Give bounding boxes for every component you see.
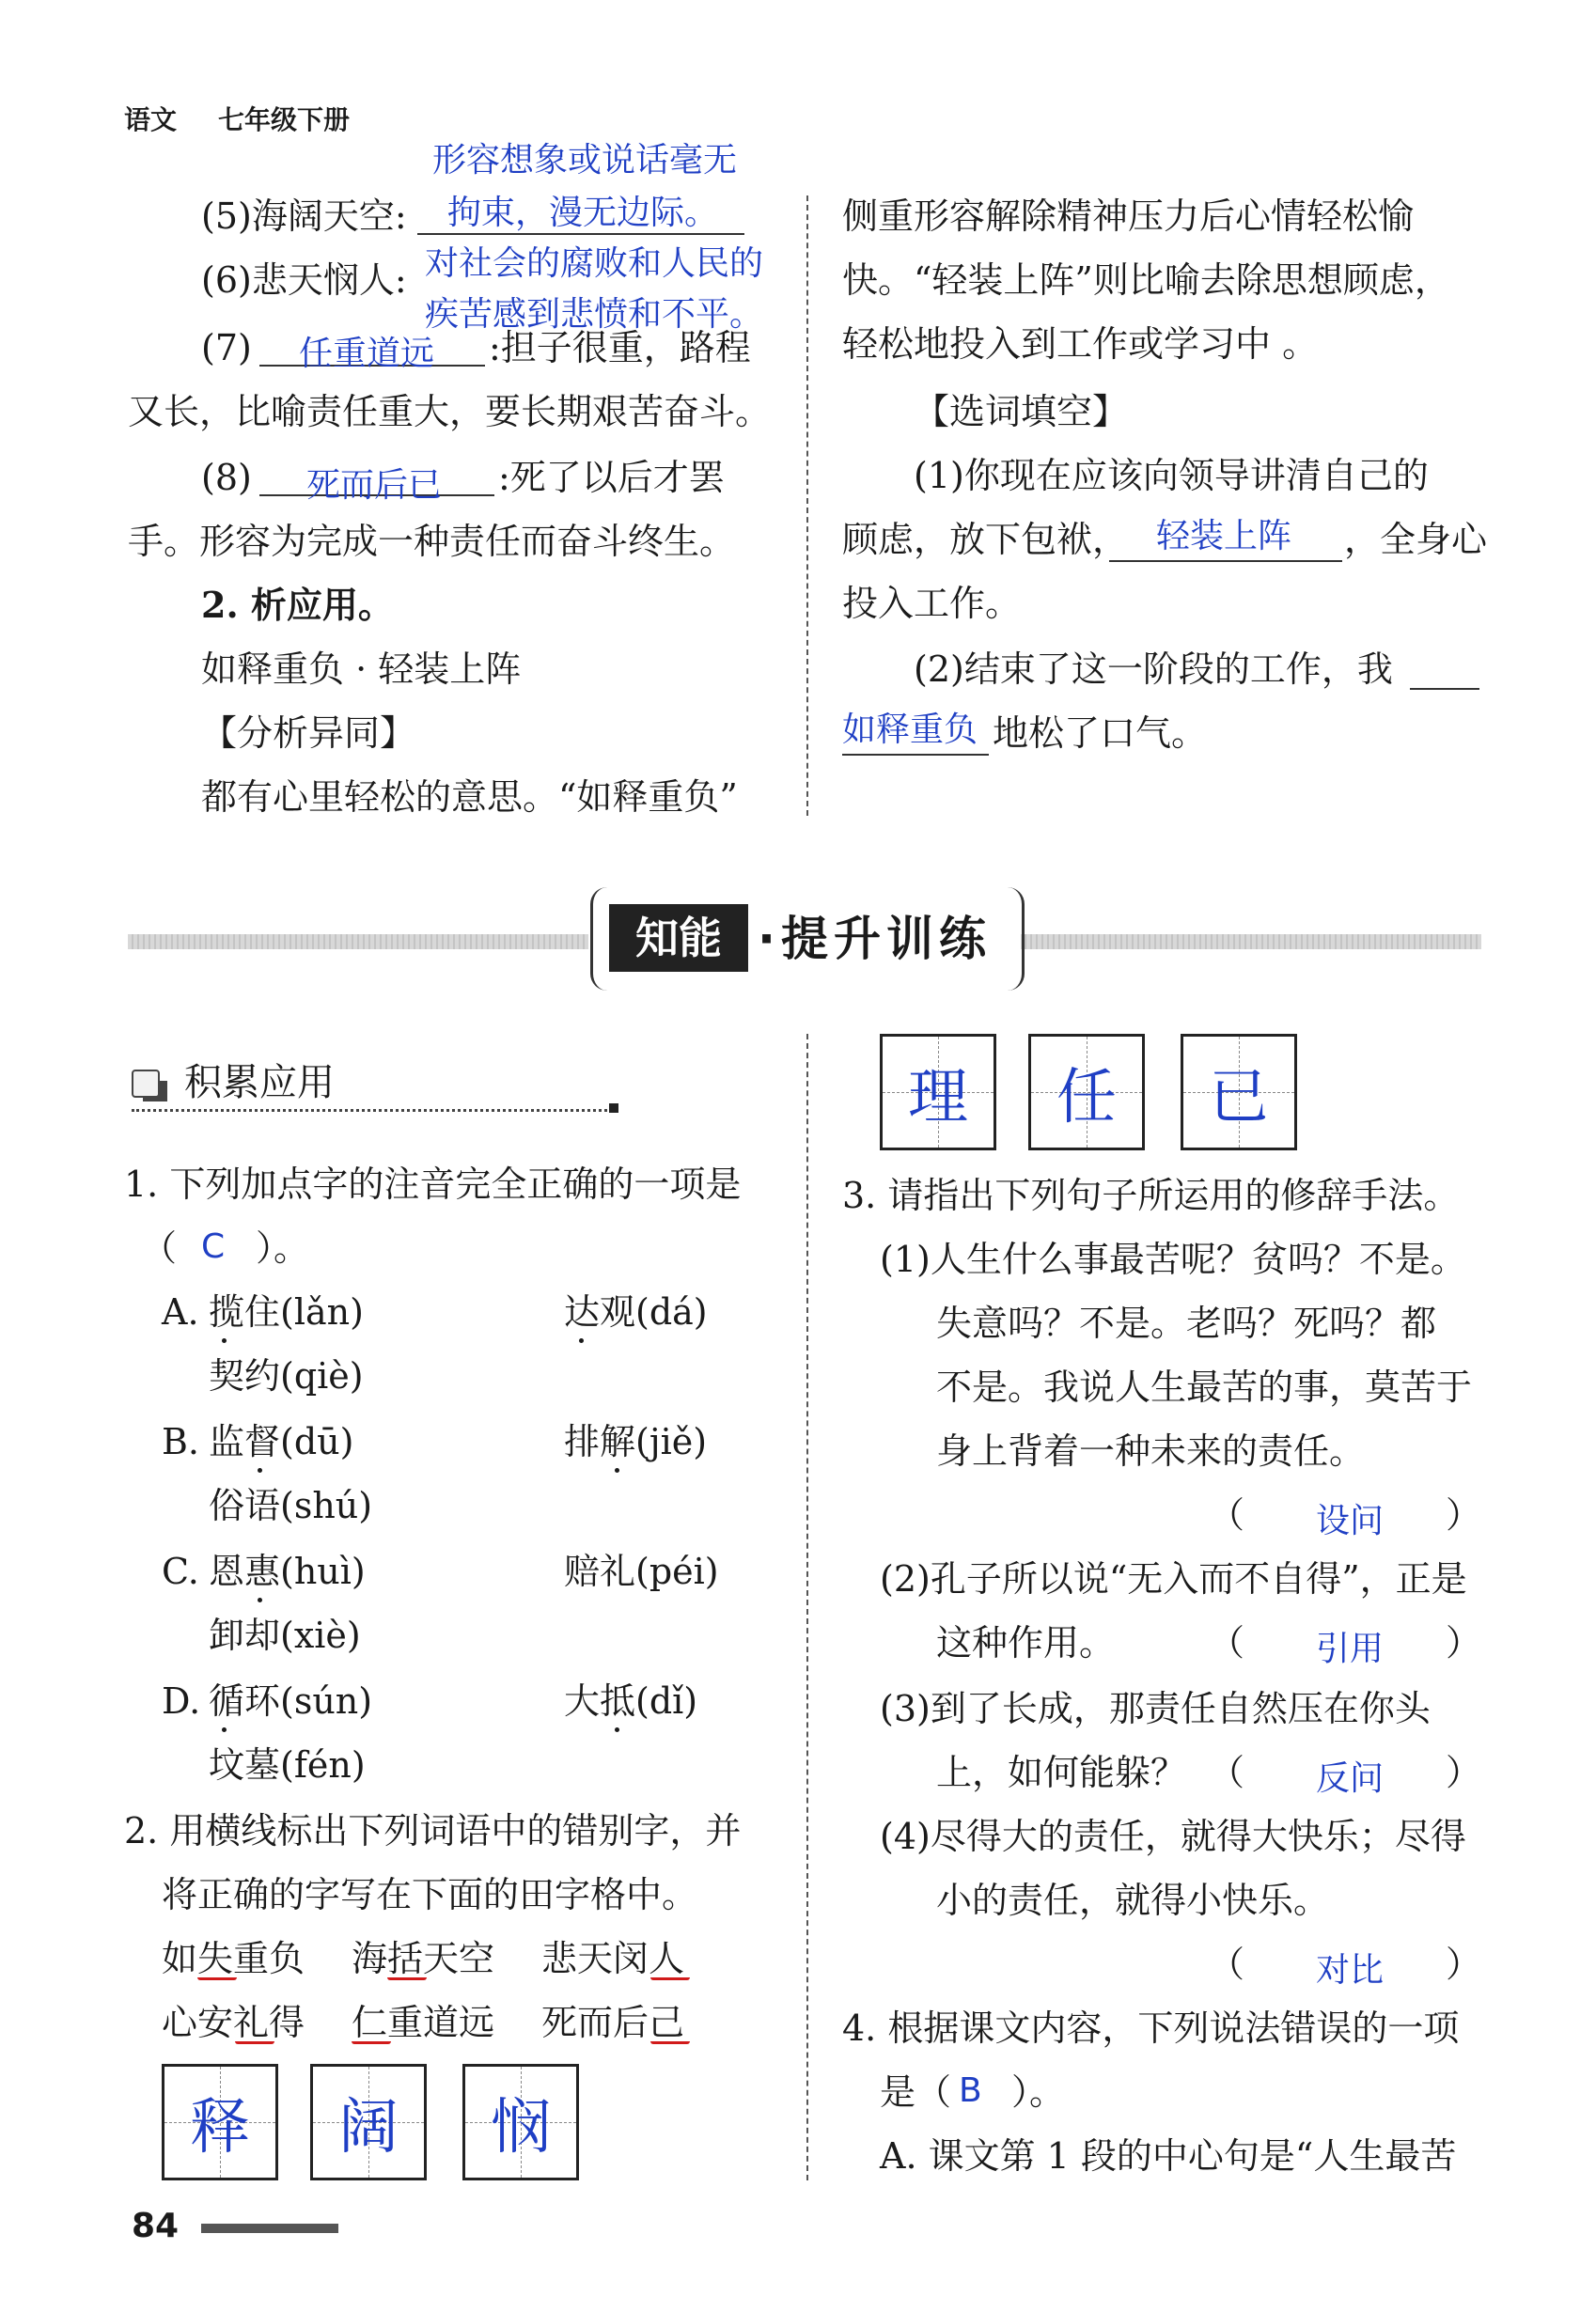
correction-underline [650,2041,690,2044]
q1-option-a-w2: 达观(dá) [564,1291,708,1333]
q4-answer: B [959,2071,982,2110]
q2-word-2: 海括天空 [352,1938,495,1979]
q3-a2-rp: ） [1446,1622,1482,1664]
q1-option-a-label: A. [162,1291,199,1333]
emphasis-dot [222,1338,227,1343]
q2-word-6: 死而后己 [541,2002,685,2043]
q4-stem-line2a: 是（ [880,2071,952,2113]
banner-tag: 知能 [609,904,748,972]
handwritten-6-line1: 对社会的腐败和人民的 [425,244,764,283]
fill1-line2a: 顾虑，放下包袱， [842,519,1129,560]
emphasis-dot [258,1468,262,1473]
item-7-text-a: :担子很重，路程 [489,327,751,368]
item-7-num: (7) [201,327,252,368]
header-grade: 七年级下册 [218,104,351,135]
item-5-label: (5)海阔天空: [201,195,407,237]
analysis-text: 都有心里轻松的意思。“如释重负” [201,776,738,818]
q3-s1-line1: (1)人生什么事最苦呢？贫吗？不是。 [880,1239,1466,1280]
q3-a3-rp: ） [1446,1752,1482,1793]
q1-option-d-w3: 坟墓(fén) [209,1744,366,1786]
item-8-answer: 死而后已 [306,466,443,505]
handwritten-5-line1: 形容想象或说话毫无 [432,141,738,180]
q1-answer: C [201,1227,226,1266]
q3-s4-line2: 小的责任，就得小快乐。 [936,1880,1330,1921]
item-8-text-b: 手。形容为完成一种责任而奋斗终生。 [128,521,736,562]
q2-word-4: 心安礼得 [162,2002,305,2043]
grid-box [462,2064,579,2180]
q3-s3-line2: 上，如何能躲？ [936,1752,1187,1793]
q1-paren-close: ）。 [256,1227,310,1269]
q3-s3-line1: (3)到了长成，那责任自然压在你头 [880,1688,1431,1729]
correction-underline [197,1977,237,1980]
banner-band-left [128,934,588,949]
q3-s2-line2: 这种作用。 [936,1622,1116,1664]
correction-underline [387,1977,427,1980]
q3-answer-1: 设问 [1316,1502,1385,1540]
q3-a1-lp: （ [1209,1494,1245,1536]
page-number: 84 [132,2207,180,2245]
q1-option-c-w3: 卸却(xiè) [209,1615,361,1656]
correction-underline [352,2041,391,2044]
footer-bar [201,2224,338,2233]
q3-s1-line3: 不是。我说人生最苦的事，莫苦于 [936,1367,1473,1408]
grid-char: 阔 [338,2093,399,2163]
item-6-label: (6)悲天悯人: [201,259,407,301]
fill1-line1: (1)你现在应该向领导讲清自己的 [914,455,1429,496]
q3-answer-4: 对比 [1316,1951,1385,1990]
q1-option-c-w2: 赔礼(péi) [564,1551,719,1592]
fill2-line2: 地松了口气。 [993,712,1208,754]
q4-option-a: A. 课文第 1 段的中心句是“人生最苦 [880,2135,1457,2177]
q3-s1-line4: 身上背着一种未来的责任。 [936,1430,1366,1472]
q2-apply-title: 2. 析应用。 [201,584,394,626]
emphasis-dot [258,1598,262,1602]
grid-box [1028,1034,1145,1150]
right-line2: 快。“轻装上阵”则比喻去除思想顾虑， [842,259,1450,301]
column-divider-bottom [806,1034,808,2180]
correction-underline [235,2041,274,2044]
q1-option-b-w1: 监督(dū) [209,1421,354,1462]
q3-a3-lp: （ [1209,1752,1245,1793]
item-7-answer: 任重道远 [299,335,435,373]
grid-char: 任 [1056,1063,1117,1133]
handwritten-5-line2: 拘束，漫无边际。 [447,194,719,232]
emphasis-dot [615,1468,619,1473]
q1-option-d-label: D. [162,1680,201,1722]
grid-char: 已 [1209,1063,1269,1133]
q1-option-a-w3: 契约(qiè) [209,1355,364,1397]
emphasis-dot [579,1338,584,1343]
q3-a4-lp: （ [1209,1944,1245,1985]
fill1-line2b: ，全身心 [1344,519,1488,560]
q1-option-a-w1: 揽住(lǎn) [209,1291,364,1333]
q3-stem: 3. 请指出下列句子所运用的修辞手法。 [842,1175,1460,1216]
banner-band-right [1021,934,1481,949]
q2-word-3: 悲天闵人 [541,1938,685,1979]
grid-box [162,2064,278,2180]
banner-title: ·提升训练 [758,912,992,966]
column-divider-top [806,195,808,816]
q4-stem-line2b: ）。 [1011,2071,1066,2113]
q1-option-b-label: B. [162,1421,200,1462]
q3-s1-line2: 失意吗？不是。老吗？死吗？都 [936,1303,1437,1344]
q2-word-5: 仁重道远 [352,2002,495,2043]
fill2-blank-b [842,754,989,756]
q2-apply-words: 如释重负 · 轻装上阵 [201,648,522,690]
q3-answer-3: 反问 [1316,1759,1385,1798]
q3-answer-2: 引用 [1316,1630,1385,1668]
emphasis-dot [222,1727,227,1732]
q3-a4-rp: ） [1446,1944,1482,1985]
right-line3: 轻松地投入到工作或学习中 。 [842,323,1319,365]
q1-option-b-w3: 俗语(shú) [209,1485,373,1526]
q2-stem-line1: 2. 用横线标出下列词语中的错别字，并 [124,1810,742,1851]
fill2-line1: (2)结束了这一阶段的工作，我 [914,648,1393,690]
grid-char: 释 [190,2093,250,2163]
grid-box [310,2064,427,2180]
q1-paren-open: （ [141,1227,178,1269]
section-title: 积累应用 [184,1061,335,1104]
q1-option-d-w2: 大抵(dǐ) [564,1680,698,1722]
fill1-answer: 轻装上阵 [1156,517,1292,555]
q1-option-c-label: C. [162,1551,199,1592]
q3-s2-line1: (2)孔子所以说“无入而不自得”，正是 [880,1558,1467,1600]
fill2-blank-a [1410,688,1479,690]
fill1-blank [1109,560,1342,562]
q4-stem-line1: 4. 根据课文内容，下列说法错误的一项 [842,2007,1460,2049]
q3-a2-lp: （ [1209,1622,1245,1664]
analysis-title: 【分析异同】 [201,712,416,754]
correction-underline [650,1977,690,1980]
section-underline-end [609,1103,618,1113]
section-icon [132,1070,160,1098]
section-underline [132,1109,613,1112]
fill1-line3: 投入工作。 [842,583,1022,624]
q2-stem-line2: 将正确的字写在下面的田字格中。 [162,1874,698,1915]
handwritten-6-line2: 疾苦感到悲愤和不平。 [425,295,764,334]
q1-stem: 1. 下列加点字的注音完全正确的一项是 [124,1164,742,1205]
q1-option-b-w2: 排解(jiě) [564,1421,708,1462]
grid-char: 理 [908,1063,968,1133]
item-8-text-a: :死了以后才罢 [498,457,725,498]
item-8-num: (8) [201,457,252,498]
header-subject: 语文 [124,104,178,135]
q3-a1-rp: ） [1446,1494,1482,1536]
q1-option-c-w1: 恩惠(huì) [209,1551,366,1592]
right-line1: 侧重形容解除精神压力后心情轻松愉 [842,195,1415,237]
q3-s4-line1: (4)尽得大的责任，就得大快乐；尽得 [880,1816,1466,1857]
grid-box [880,1034,996,1150]
grid-box [1181,1034,1297,1150]
q2-word-1: 如失重负 [162,1938,305,1979]
grid-char: 悯 [491,2093,551,2163]
fill2-answer: 如释重负 [842,711,978,749]
q1-option-d-w1: 循环(sún) [209,1680,373,1722]
item-7-text-b: 又长，比喻责任重大，要长期艰苦奋斗。 [128,391,772,432]
fill-title: 【选词填空】 [914,391,1129,432]
emphasis-dot [615,1727,619,1732]
